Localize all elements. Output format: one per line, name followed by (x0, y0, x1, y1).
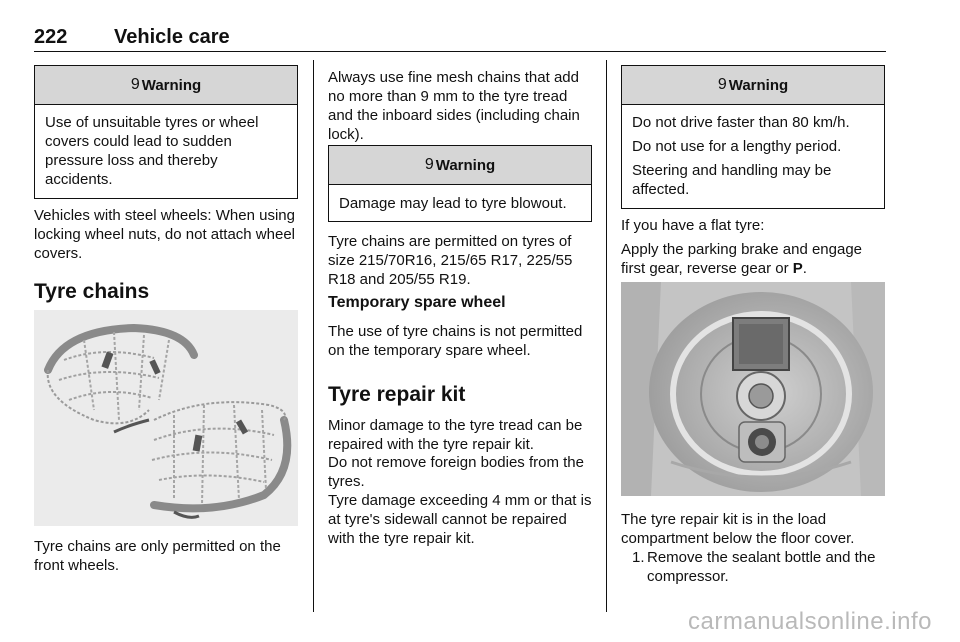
warning-box-spare-speed (621, 65, 885, 209)
warning-box-unsuitable-tyres (34, 65, 298, 199)
warning-line-duration: Do not use for a lengthy period. (632, 138, 842, 155)
tyre-repair-kit-heading: Tyre repair kit (328, 383, 466, 406)
warning-text: Use of unsuitable tyres or wheel covers could lead to sudden pressure loss and thereby accidents. (45, 114, 259, 188)
steel-wheels-text: Vehicles with steel wheels: When using locking wheel nuts, do not attach wheel covers. (34, 207, 295, 262)
warning-symbol-icon: 9 (717, 76, 727, 93)
parking-brake-text (621, 240, 885, 278)
section-title: Vehicle care (114, 26, 230, 48)
chains-front-wheels-caption: Tyre chains are only permitted on the front wheels. (34, 538, 281, 574)
step-number: 1. (632, 549, 645, 566)
warning-line-handling: Steering and handling may be affected. (632, 162, 832, 198)
watermark: carmanualsonline.info (688, 608, 932, 635)
page-number: 222 (34, 26, 68, 48)
warning-line-speed: Do not drive faster than 80 km/h. (632, 114, 850, 131)
step-remove-sealant: Remove the sealant bottle and the compressor. (647, 549, 876, 585)
tyre-repair-kit-photo (621, 282, 885, 496)
column-divider-1 (313, 60, 314, 612)
warning-box-blowout (328, 145, 592, 222)
warning-symbol-icon: 9 (424, 156, 434, 173)
warning-title: Warning (435, 156, 496, 174)
kit-location-text: The tyre repair kit is in the load compartment below the floor cover. (621, 511, 855, 547)
column-divider-2 (606, 60, 607, 612)
damage-limit-text: Tyre damage exceeding 4 mm or that is at tyre's sidewall cannot be repaired with the tyre repair kit. (328, 492, 592, 547)
warning-title: Warning (141, 76, 202, 94)
parking-brake-instruction: Apply the parking brake and engage first gear, reverse gear or (621, 241, 863, 277)
minor-damage-text: Minor damage to the tyre tread can be repaired with the tyre repair kit. (328, 417, 583, 453)
sentence-end: . (802, 260, 807, 277)
tyre-chains-illustration (34, 310, 298, 526)
permitted-sizes-text: Tyre chains are permitted on tyres of size 215/70R16, 215/65 R17, 225/55 R18 and 205/55 R19. (328, 233, 573, 288)
tyre-chains-heading: Tyre chains (34, 280, 150, 303)
gear-p: P (792, 260, 803, 277)
warning-header (35, 66, 297, 105)
flat-tyre-text: If you have a flat tyre: (621, 217, 765, 234)
warning-header (622, 66, 884, 105)
warning-symbol-icon: 9 (130, 76, 140, 93)
header-rule (34, 51, 886, 52)
warning-text: Damage may lead to tyre blowout. (339, 195, 567, 212)
warning-title: Warning (728, 76, 789, 94)
fine-mesh-chains-text: Always use fine mesh chains that add no more than 9 mm to the tyre tread and the inboard sides (including chain lock). (328, 69, 580, 143)
warning-header (329, 146, 591, 185)
spare-wheel-text: The use of tyre chains is not permitted on the temporary spare wheel. (328, 323, 583, 359)
foreign-bodies-text: Do not remove foreign bodies from the tyres. (328, 454, 584, 490)
temporary-spare-wheel-heading: Temporary spare wheel (328, 294, 506, 311)
